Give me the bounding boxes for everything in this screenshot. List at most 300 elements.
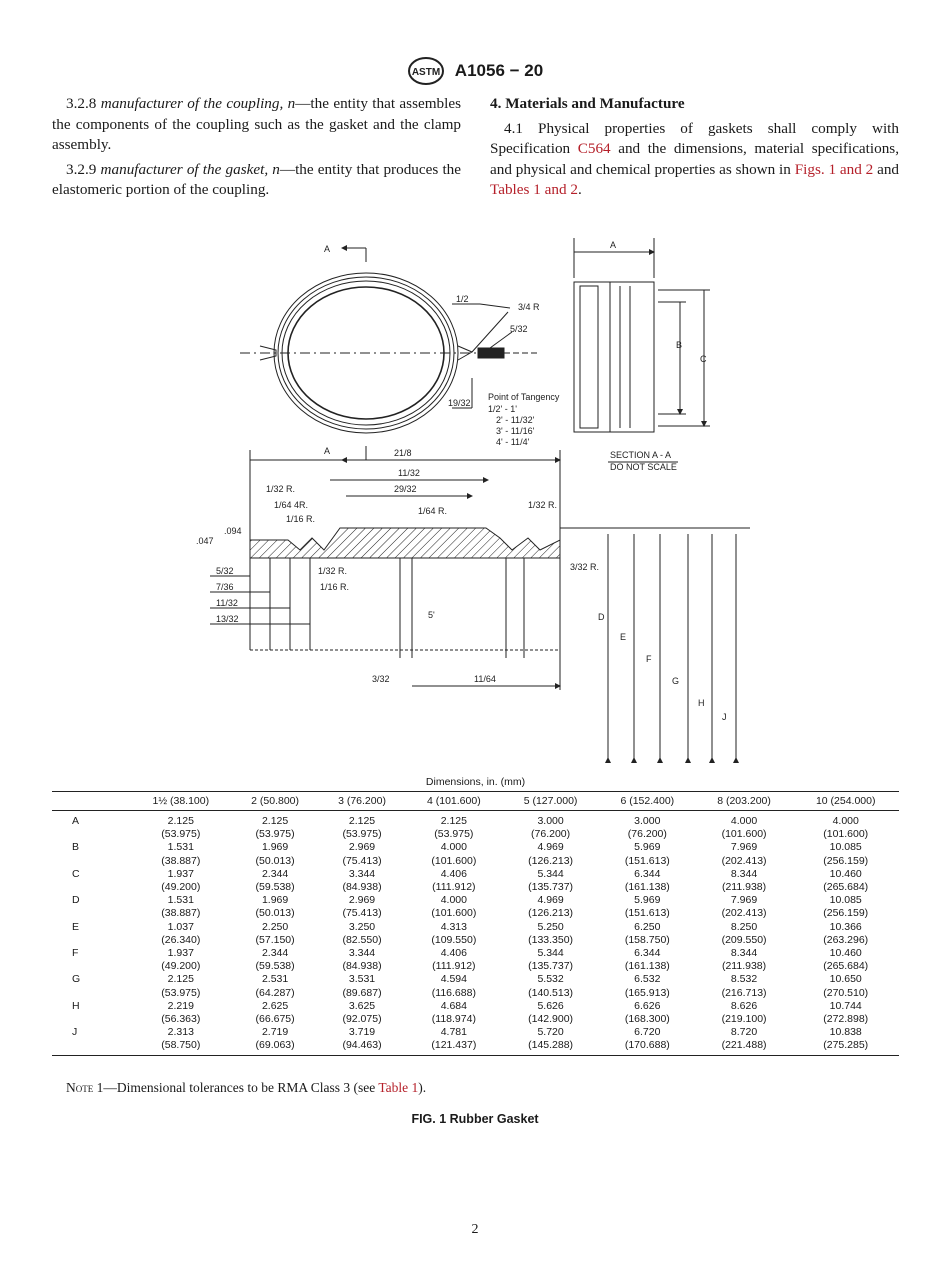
value-mm: (50.013) bbox=[255, 907, 295, 920]
value-inches: 1.531 bbox=[167, 894, 194, 907]
value-mm: (158.750) bbox=[624, 933, 670, 946]
profile-view bbox=[210, 450, 750, 758]
table-cell bbox=[599, 921, 696, 947]
value-inches: 6.626 bbox=[634, 999, 661, 1012]
label-half: 1/2 bbox=[456, 294, 469, 304]
label-F: F bbox=[646, 654, 652, 664]
value-mm: (151.613) bbox=[624, 854, 670, 867]
table-cell bbox=[405, 894, 502, 920]
value-inches: 5.720 bbox=[537, 1026, 564, 1039]
value-mm: (256.159) bbox=[823, 854, 869, 867]
table-cell bbox=[792, 1000, 899, 1026]
value-mm: (69.063) bbox=[255, 1039, 295, 1052]
value-inches: 5.969 bbox=[634, 894, 661, 907]
table-cell bbox=[599, 868, 696, 894]
table-cell bbox=[792, 811, 899, 842]
label-h1332: 13/32 bbox=[216, 614, 239, 624]
value-inches: 1.037 bbox=[167, 920, 194, 933]
label-G: G bbox=[672, 676, 680, 686]
value-mm: (118.974) bbox=[431, 1013, 476, 1026]
value-mm: (209.550) bbox=[721, 933, 767, 946]
value-mm: (265.684) bbox=[823, 960, 869, 973]
table-cell bbox=[130, 947, 232, 973]
value-mm: (142.900) bbox=[528, 1013, 574, 1026]
value-inches: 8.344 bbox=[730, 947, 758, 960]
value-inches: 10.085 bbox=[829, 841, 862, 854]
table-cell bbox=[792, 921, 899, 947]
value-inches: 3.531 bbox=[348, 973, 376, 986]
table-cell bbox=[502, 1000, 599, 1026]
table-cell bbox=[696, 947, 793, 973]
label-r116b: 1/16 R. bbox=[320, 582, 350, 592]
value-mm: (75.413) bbox=[342, 907, 382, 920]
label-pot-title: Point of Tangency bbox=[488, 392, 560, 402]
value-inches: 2.969 bbox=[348, 894, 376, 907]
note-1: Note 1—Dimensional tolerances to be RMA Class 3 (see Table 1). bbox=[66, 1080, 427, 1095]
table-cell bbox=[696, 1000, 793, 1026]
label-sec-c: C bbox=[700, 354, 707, 364]
label-D: D bbox=[598, 612, 605, 622]
label-noscale: DO NOT SCALE bbox=[610, 462, 677, 472]
link-c564[interactable]: C564 bbox=[577, 140, 611, 157]
table-row bbox=[52, 894, 899, 920]
value-inches: 1.937 bbox=[167, 867, 194, 880]
value-mm: (265.684) bbox=[823, 881, 869, 894]
table-cell bbox=[792, 894, 899, 920]
table-cell bbox=[696, 1026, 793, 1055]
label-r1644: 1/64 4R. bbox=[274, 500, 309, 510]
value-mm: (133.350) bbox=[528, 933, 574, 946]
label-J: J bbox=[722, 712, 727, 722]
value-inches: 2.344 bbox=[261, 867, 289, 880]
value-mm: (76.200) bbox=[627, 828, 667, 841]
value-inches: 10.085 bbox=[829, 894, 862, 907]
value-inches: 1.969 bbox=[261, 841, 289, 854]
table-cell bbox=[130, 1026, 232, 1055]
table-cell bbox=[232, 868, 319, 894]
value-mm: (92.075) bbox=[342, 1013, 382, 1026]
table-cell bbox=[599, 947, 696, 973]
definition-3-2-8: 3.2.8 manufacturer of the coupling, n—the entity that assembles the components of the coupling such as the gasket and the clamp assembly. bbox=[52, 95, 462, 153]
value-mm: (161.138) bbox=[624, 881, 670, 894]
table-cell bbox=[696, 921, 793, 947]
value-inches: 8.720 bbox=[730, 1026, 758, 1039]
table-cell bbox=[319, 921, 406, 947]
value-inches: 4.000 bbox=[440, 894, 467, 907]
value-inches: 5.344 bbox=[537, 947, 564, 960]
value-inches: 6.720 bbox=[634, 1026, 661, 1039]
value-mm: (256.159) bbox=[823, 907, 869, 920]
value-mm: (202.413) bbox=[721, 907, 767, 920]
table-cell bbox=[502, 811, 599, 842]
label-a-top: A bbox=[324, 244, 331, 254]
value-inches: 2.313 bbox=[167, 1026, 194, 1039]
table-row bbox=[52, 921, 899, 947]
column-header: 2 (50.800) bbox=[232, 792, 319, 811]
value-inches: 4.969 bbox=[537, 894, 564, 907]
value-mm: (49.200) bbox=[161, 960, 201, 973]
value-inches: 1.969 bbox=[261, 894, 289, 907]
row-label: B bbox=[72, 841, 80, 854]
table-cell bbox=[232, 1026, 319, 1055]
value-mm: (84.938) bbox=[342, 881, 382, 894]
row-label: J bbox=[52, 1026, 130, 1055]
value-inches: 10.460 bbox=[829, 867, 862, 880]
table-cell bbox=[130, 921, 232, 947]
right-column bbox=[490, 94, 899, 205]
table-cell bbox=[232, 921, 319, 947]
label-v047: .047 bbox=[196, 536, 214, 546]
table-cell bbox=[130, 868, 232, 894]
table-cell bbox=[696, 973, 793, 999]
label-deg: 5' bbox=[428, 610, 435, 620]
value-mm: (109.550) bbox=[431, 933, 477, 946]
value-inches: 4.781 bbox=[440, 1026, 467, 1039]
table-cell bbox=[319, 973, 406, 999]
value-mm: (101.600) bbox=[431, 854, 477, 867]
label-r132c: 1/32 R. bbox=[318, 566, 348, 576]
row-label: D bbox=[72, 894, 80, 907]
link-table-1[interactable]: Table 1 bbox=[378, 1080, 419, 1095]
table-row bbox=[52, 811, 899, 842]
value-mm: (111.912) bbox=[432, 960, 476, 973]
value-mm: (216.713) bbox=[721, 986, 767, 999]
value-inches: 2.125 bbox=[440, 815, 467, 827]
row-label: A bbox=[72, 815, 80, 827]
column-header: 8 (203.200) bbox=[696, 792, 793, 811]
value-mm: (53.975) bbox=[342, 828, 382, 841]
table-cell bbox=[696, 811, 793, 842]
table-cell bbox=[405, 947, 502, 973]
label-w1132: 11/32 bbox=[398, 468, 420, 478]
value-inches: 5.626 bbox=[537, 999, 564, 1012]
value-mm: (53.975) bbox=[161, 828, 201, 841]
value-inches: 3.625 bbox=[348, 999, 376, 1012]
table-cell bbox=[232, 947, 319, 973]
header-blank bbox=[52, 792, 130, 811]
table-cell bbox=[502, 973, 599, 999]
table-row bbox=[52, 868, 899, 894]
label-pot-2: 2' - 11/32' bbox=[496, 415, 535, 425]
value-mm: (94.463) bbox=[342, 1039, 382, 1052]
table-caption: Dimensions, in. (mm) bbox=[425, 776, 526, 788]
value-inches: 8.626 bbox=[730, 999, 758, 1012]
table-cell bbox=[130, 811, 232, 842]
value-mm: (49.200) bbox=[161, 881, 201, 894]
table-cell bbox=[405, 868, 502, 894]
value-inches: 3.250 bbox=[348, 920, 376, 933]
value-mm: (211.938) bbox=[721, 960, 767, 973]
left-column bbox=[52, 94, 461, 205]
table-cell bbox=[405, 811, 502, 842]
row-label: F bbox=[72, 947, 79, 960]
table-cell bbox=[792, 973, 899, 999]
value-mm: (57.150) bbox=[255, 933, 295, 946]
value-mm: (140.513) bbox=[528, 986, 574, 999]
table-cell bbox=[696, 841, 793, 867]
paragraph-4-1: 4.1 Physical properties of gaskets shall comply with Specification C564 and the dimensions, material specifications, and physical and chemical properties as shown in Figs. 1 and 2 and Tables 1 and 2. bbox=[490, 119, 900, 198]
value-inches: 8.250 bbox=[730, 920, 758, 933]
section-heading: 4. Materials and Manufacture bbox=[490, 95, 685, 112]
table-cell bbox=[405, 921, 502, 947]
table-cell bbox=[696, 894, 793, 920]
value-mm: (84.938) bbox=[342, 960, 382, 973]
value-mm: (168.300) bbox=[624, 1013, 670, 1026]
table-cell bbox=[130, 841, 232, 867]
link-figs-1-2[interactable]: Figs. 1 and 2 bbox=[794, 160, 874, 178]
value-mm: (75.413) bbox=[342, 854, 382, 867]
table-cell bbox=[319, 1000, 406, 1026]
table-cell bbox=[502, 841, 599, 867]
label-section: SECTION A - A bbox=[610, 450, 672, 460]
value-mm: (56.363) bbox=[161, 1013, 201, 1026]
label-r132b: 1/32 R. bbox=[528, 500, 558, 510]
value-mm: (221.488) bbox=[721, 1039, 767, 1052]
table-row bbox=[52, 1026, 899, 1055]
table-cell bbox=[405, 1000, 502, 1026]
value-mm: (26.340) bbox=[161, 933, 201, 946]
table-cell bbox=[599, 841, 696, 867]
label-v094: .094 bbox=[224, 526, 242, 536]
front-view bbox=[240, 248, 540, 460]
table-body bbox=[52, 811, 899, 1056]
label-d1932: 19/32 bbox=[448, 398, 471, 408]
column-header: 6 (152.400) bbox=[599, 792, 696, 811]
value-inches: 5.969 bbox=[634, 841, 661, 854]
value-inches: 1.937 bbox=[167, 947, 194, 960]
value-mm: (135.737) bbox=[528, 881, 574, 894]
column-header: 10 (254.000) bbox=[792, 792, 899, 811]
table-cell bbox=[130, 1000, 232, 1026]
value-inches: 8.344 bbox=[730, 867, 758, 880]
label-b1164: 11/64 bbox=[474, 674, 496, 684]
value-mm: (64.287) bbox=[255, 986, 295, 999]
table-cell bbox=[599, 1026, 696, 1055]
value-inches: 10.744 bbox=[829, 999, 862, 1012]
value-mm: (101.600) bbox=[721, 828, 767, 841]
value-inches: 4.684 bbox=[440, 999, 467, 1012]
astm-logo bbox=[407, 56, 445, 86]
value-mm: (161.138) bbox=[624, 960, 670, 973]
column-header: 3 (76.200) bbox=[319, 792, 406, 811]
table-cell bbox=[405, 973, 502, 999]
value-inches: 6.344 bbox=[634, 867, 661, 880]
table-cell bbox=[502, 868, 599, 894]
value-inches: 2.344 bbox=[261, 947, 289, 960]
value-mm: (170.688) bbox=[624, 1039, 670, 1052]
table-cell bbox=[232, 811, 319, 842]
value-inches: 7.969 bbox=[730, 894, 758, 907]
value-mm: (126.213) bbox=[528, 907, 574, 920]
value-inches: 4.406 bbox=[440, 867, 467, 880]
table-cell bbox=[130, 973, 232, 999]
value-mm: (53.975) bbox=[434, 828, 474, 841]
label-E: E bbox=[620, 632, 627, 642]
label-a-bottom: A bbox=[324, 446, 331, 456]
value-inches: 6.250 bbox=[634, 920, 661, 933]
value-mm: (111.912) bbox=[432, 881, 476, 894]
table-cell bbox=[502, 921, 599, 947]
table-row bbox=[52, 973, 899, 999]
document-designation: A1056 − 20 bbox=[454, 61, 544, 80]
table-cell bbox=[232, 841, 319, 867]
label-r132a: 1/32 R. bbox=[266, 484, 296, 494]
value-inches: 1.531 bbox=[167, 841, 194, 854]
table-cell bbox=[405, 1026, 502, 1055]
value-inches: 10.366 bbox=[829, 920, 862, 933]
table-cell bbox=[599, 1000, 696, 1026]
value-mm: (82.550) bbox=[342, 933, 382, 946]
value-mm: (53.975) bbox=[255, 828, 295, 841]
value-inches: 5.532 bbox=[537, 973, 564, 986]
value-mm: (211.938) bbox=[721, 881, 767, 894]
value-mm: (270.510) bbox=[823, 986, 869, 999]
table-cell bbox=[696, 868, 793, 894]
table-cell bbox=[792, 868, 899, 894]
value-inches: 2.125 bbox=[261, 815, 289, 827]
dimensions-table bbox=[52, 776, 899, 1056]
table-cell bbox=[502, 947, 599, 973]
table-cell bbox=[792, 841, 899, 867]
value-mm: (66.675) bbox=[255, 1013, 295, 1026]
value-mm: (58.750) bbox=[161, 1039, 201, 1052]
page-header bbox=[0, 56, 950, 86]
value-inches: 2.125 bbox=[167, 973, 194, 986]
value-inches: 4.406 bbox=[440, 947, 467, 960]
table-cell bbox=[232, 973, 319, 999]
value-mm: (89.687) bbox=[342, 986, 382, 999]
value-inches: 3.000 bbox=[634, 815, 661, 827]
label-H: H bbox=[698, 698, 705, 708]
row-label: H bbox=[72, 999, 80, 1012]
value-mm: (50.013) bbox=[255, 854, 295, 867]
value-mm: (101.600) bbox=[823, 828, 869, 841]
label-r532: 5/32 bbox=[510, 324, 528, 334]
column-header: 5 (127.000) bbox=[502, 792, 599, 811]
value-inches: 3.000 bbox=[537, 815, 564, 827]
table-cell bbox=[232, 1000, 319, 1026]
label-r164: 1/64 R. bbox=[418, 506, 448, 516]
label-r34: 3/4 R bbox=[518, 302, 540, 312]
value-inches: 4.594 bbox=[440, 973, 467, 986]
label-sec-a: A bbox=[610, 240, 617, 250]
value-inches: 8.532 bbox=[730, 973, 758, 986]
value-mm: (202.413) bbox=[721, 854, 767, 867]
value-mm: (275.285) bbox=[823, 1039, 869, 1052]
label-pot-3: 3' - 11/16' bbox=[496, 426, 535, 436]
value-inches: 3.344 bbox=[348, 867, 376, 880]
table-header-row bbox=[52, 792, 899, 811]
table-cell bbox=[405, 841, 502, 867]
value-inches: 2.125 bbox=[348, 815, 376, 827]
astm-logo-text: ASTM bbox=[411, 67, 440, 78]
value-inches: 2.719 bbox=[261, 1026, 289, 1039]
value-inches: 2.125 bbox=[167, 815, 194, 827]
value-inches: 4.000 bbox=[730, 815, 758, 827]
value-mm: (263.296) bbox=[823, 933, 869, 946]
label-pot-4: 4' - 11/4' bbox=[496, 437, 530, 447]
value-mm: (219.100) bbox=[721, 1013, 767, 1026]
value-inches: 5.344 bbox=[537, 867, 564, 880]
value-mm: (126.213) bbox=[528, 854, 574, 867]
label-sec-b: B bbox=[676, 340, 683, 350]
value-inches: 4.313 bbox=[440, 920, 467, 933]
label-b332: 3/32 bbox=[372, 674, 390, 684]
value-inches: 4.969 bbox=[537, 841, 564, 854]
label-r116a: 1/16 R. bbox=[286, 514, 316, 524]
table-cell bbox=[599, 811, 696, 842]
table-cell bbox=[232, 894, 319, 920]
table-cell bbox=[319, 868, 406, 894]
value-inches: 2.531 bbox=[261, 973, 289, 986]
value-mm: (145.288) bbox=[528, 1039, 574, 1052]
value-inches: 5.250 bbox=[537, 920, 564, 933]
table-cell bbox=[502, 894, 599, 920]
label-pot-1: 1/2' - 1' bbox=[488, 404, 517, 414]
value-inches: 4.000 bbox=[832, 815, 859, 827]
label-h1132: 11/32 bbox=[216, 598, 238, 608]
column-header: 4 (101.600) bbox=[405, 792, 502, 811]
label-w218: 21/8 bbox=[394, 448, 412, 458]
value-mm: (135.737) bbox=[528, 960, 574, 973]
figure-caption: FIG. 1 Rubber Gasket bbox=[411, 1112, 539, 1126]
value-mm: (38.887) bbox=[161, 907, 201, 920]
value-mm: (272.898) bbox=[823, 1013, 869, 1026]
value-mm: (53.975) bbox=[161, 986, 201, 999]
value-inches: 10.650 bbox=[829, 973, 862, 986]
table-cell bbox=[319, 947, 406, 973]
table-cell bbox=[319, 811, 406, 842]
table-cell bbox=[792, 1026, 899, 1055]
row-label: G bbox=[72, 973, 81, 986]
table-cell bbox=[599, 894, 696, 920]
section-view bbox=[574, 238, 710, 462]
value-mm: (116.688) bbox=[431, 986, 476, 999]
value-inches: 3.719 bbox=[348, 1026, 376, 1039]
link-tables-1-2[interactable]: Tables 1 and 2 bbox=[490, 181, 578, 198]
table-cell bbox=[319, 1026, 406, 1055]
table-row bbox=[52, 947, 899, 973]
value-inches: 7.969 bbox=[730, 841, 758, 854]
definition-3-2-9: 3.2.9 manufacturer of the gasket, n—the entity that produces the elastomeric portion of the coupling. bbox=[52, 160, 462, 198]
table-cell bbox=[319, 841, 406, 867]
value-inches: 6.532 bbox=[634, 973, 661, 986]
label-r332: 3/32 R. bbox=[570, 562, 600, 572]
column-header: 1½ (38.100) bbox=[130, 792, 232, 811]
value-inches: 2.969 bbox=[348, 841, 376, 854]
value-inches: 2.219 bbox=[167, 999, 194, 1012]
label-h736: 7/36 bbox=[216, 582, 234, 592]
label-h532: 5/32 bbox=[216, 566, 234, 576]
row-label: E bbox=[72, 920, 80, 933]
value-inches: 2.250 bbox=[261, 920, 289, 933]
value-mm: (38.887) bbox=[161, 854, 201, 867]
value-inches: 10.460 bbox=[829, 947, 862, 960]
value-mm: (59.538) bbox=[255, 881, 295, 894]
value-mm: (151.613) bbox=[624, 907, 670, 920]
table-cell bbox=[792, 947, 899, 973]
row-label: C bbox=[72, 867, 80, 880]
value-mm: (165.913) bbox=[624, 986, 670, 999]
table-cell bbox=[319, 894, 406, 920]
value-mm: (76.200) bbox=[531, 828, 571, 841]
value-inches: 10.838 bbox=[829, 1026, 862, 1039]
page-number: 2 bbox=[471, 1222, 479, 1237]
table-row bbox=[52, 1000, 899, 1026]
table-cell bbox=[130, 894, 232, 920]
label-w2932: 29/32 bbox=[394, 484, 417, 494]
value-mm: (59.538) bbox=[255, 960, 295, 973]
